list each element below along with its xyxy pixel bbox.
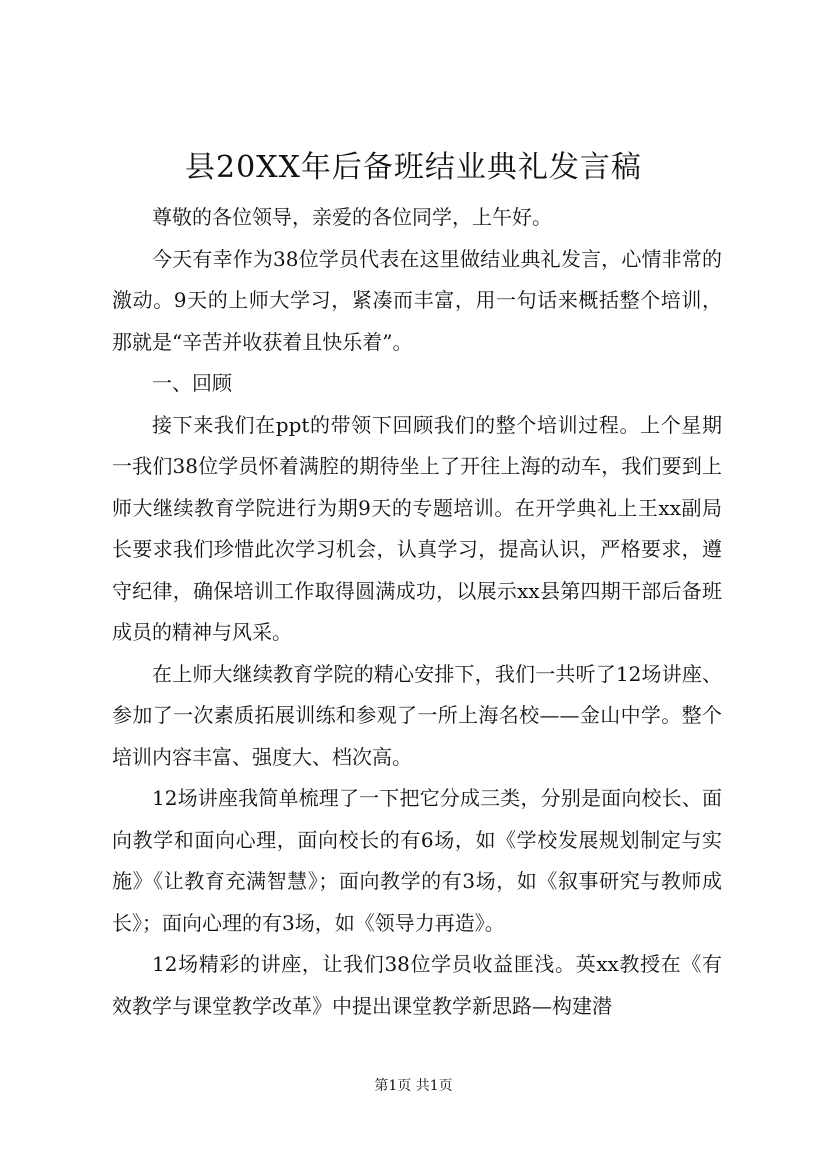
paragraph-arrangement: 在上师大继续教育学院的精心安排下，我们一共听了12场讲座、参加了一次素质拓展训练和参观了一所上海名校——金山中学。整个培训内容丰富、强度大、档次高。 (112, 661, 722, 769)
document-title: 县20XX年后备班结业典礼发言稿 (185, 150, 642, 185)
paragraph-lecture-gains: 12场精彩的讲座，让我们38位学员收益匪浅。英xx教授在《有效教学与课堂教学改革》中提出课堂教学新思路—构建潜 (112, 952, 722, 1018)
paragraph-review-process: 接下来我们在ppt的带领下回顾我们的整个培训过程。上个星期一我们38位学员怀着满腔的期待坐上了开往上海的动车，我们要到上师大继续教育学院进行为期9天的专题培训。在开学典礼上王xx副局长要求我们珍惜此次学习机会，认真学习，提高认识，严格要求，遵守纪律，确保培训工作取得圆满成功，以展示xx县第四期干部后备班成员的精神与风采。 (112, 412, 722, 644)
page-footer: 第1页 共1页 (374, 1078, 453, 1094)
document-body (112, 197, 722, 1027)
paragraph-greeting: 尊敬的各位领导，亲爱的各位同学，上午好。 (152, 205, 552, 229)
section-heading-review: 一、回顾 (152, 371, 232, 395)
paragraph-lecture-categories: 12场讲座我简单梳理了一下把它分成三类，分别是面向校长、面向教学和面向心理，面向校长的有6场，如《学校发展规划制定与实施》《让教育充满智慧》；面向教学的有3场，如《叙事研究与教师成长》；面向心理的有3场，如《领导力再造》。 (112, 786, 722, 935)
paragraph-intro: 今天有幸作为38位学员代表在这里做结业典礼发言，心情非常的激动。9天的上师大学习，紧凑而丰富，用一句话来概括整个培训，那就是“辛苦并收获着且快乐着”。 (112, 246, 722, 354)
